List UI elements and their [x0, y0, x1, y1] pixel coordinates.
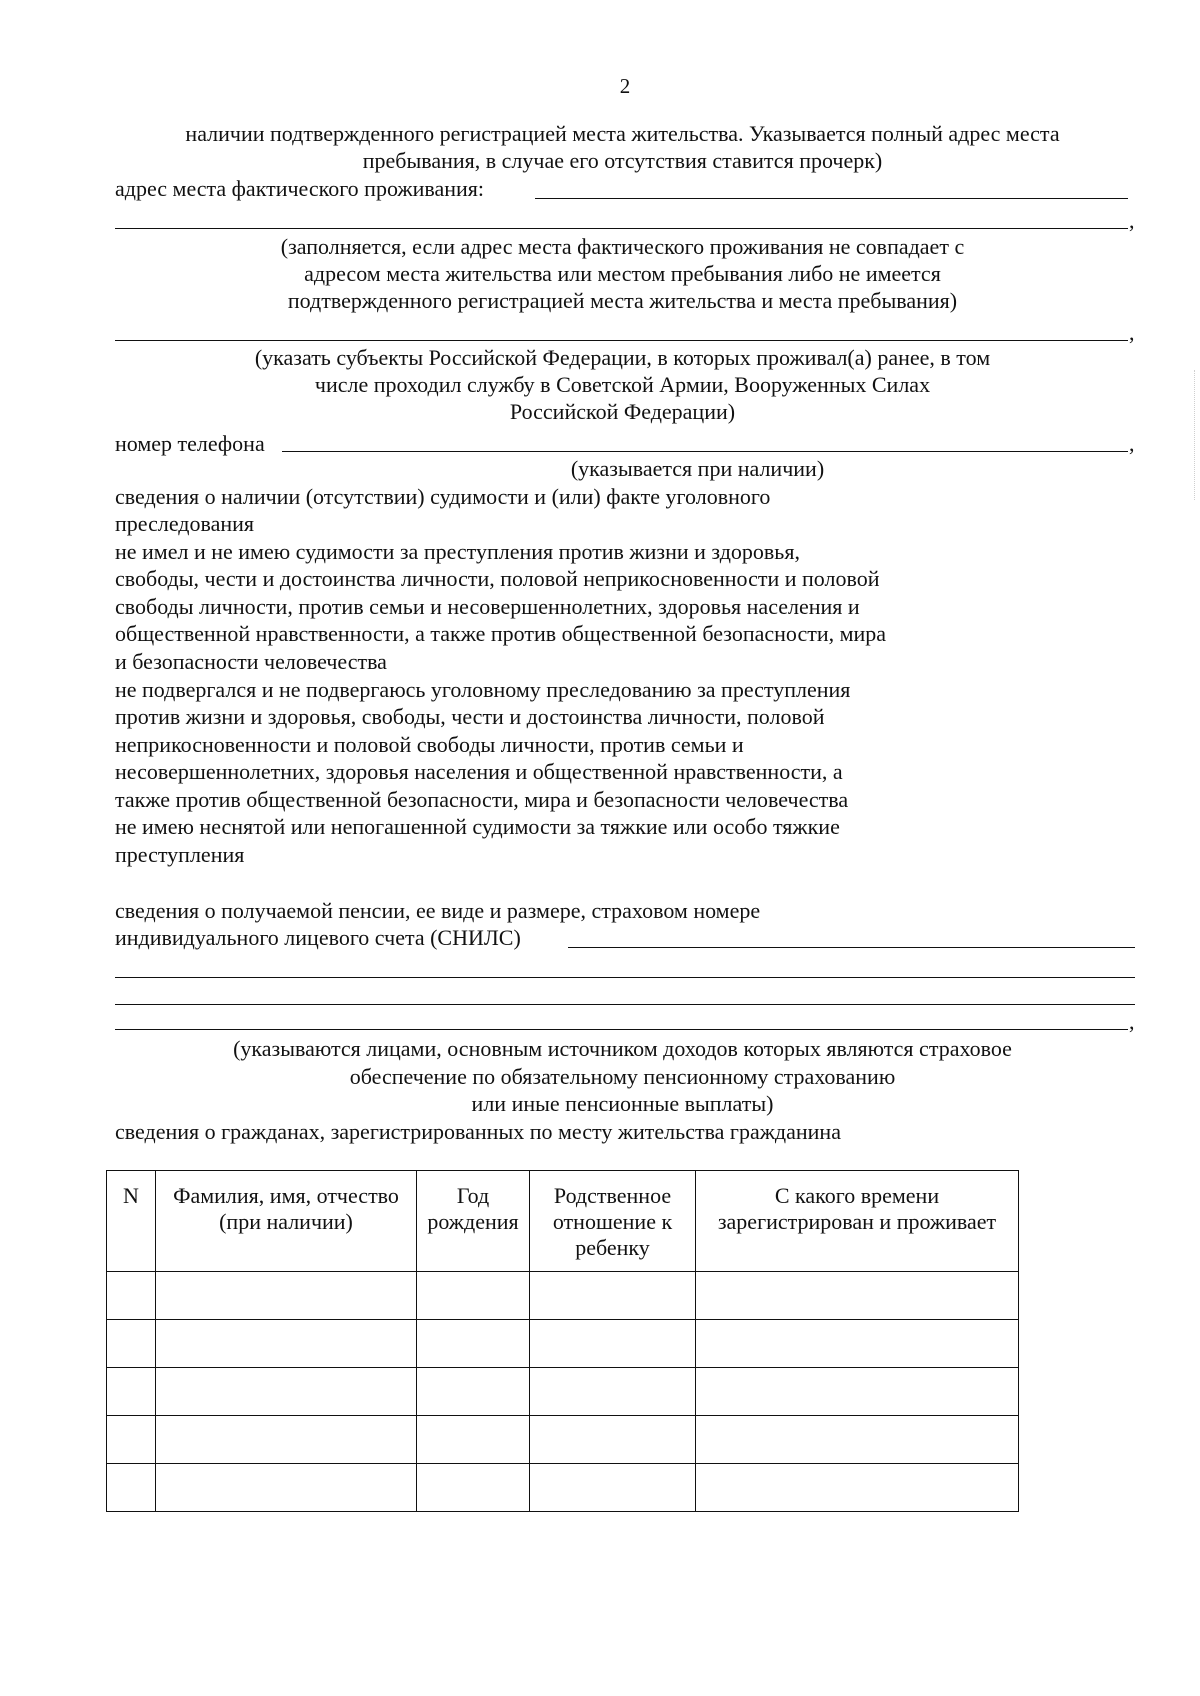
pension-note-line-1: (указываются лицами, основным источником доходов которых являются страховое: [233, 1036, 1012, 1061]
table-cell[interactable]: [417, 1368, 530, 1416]
table-cell[interactable]: [417, 1320, 530, 1368]
column-header-relationship: Родственное отношение к ребенку: [530, 1171, 696, 1272]
pension-input-line-3[interactable]: [115, 1004, 1135, 1005]
criminal-line-6: общественной нравственности, а также против общественной безопасности, мира: [115, 621, 887, 646]
regions-input-line[interactable]: [115, 340, 1128, 341]
table-cell[interactable]: [696, 1368, 1019, 1416]
table-cell[interactable]: [530, 1320, 696, 1368]
regions-note-line-3: Российской Федерации): [509, 399, 736, 424]
comma-mark: ,: [1129, 1009, 1135, 1034]
phone-note: (указывается при наличии): [570, 456, 825, 481]
criminal-line-13: не имею неснятой или непогашенной судимости за тяжкие или особо тяжкие: [115, 814, 840, 839]
column-header-birth-year: Год рождения: [417, 1171, 530, 1272]
pension-input-line-4[interactable]: [115, 1029, 1128, 1030]
criminal-line-8: не подвергался и не подвергаюсь уголовному преследованию за преступления: [115, 677, 851, 702]
regions-note-line-1: (указать субъекты Российской Федерации, в которых проживал(а) ранее, в том: [254, 345, 991, 370]
table-cell[interactable]: [156, 1464, 417, 1512]
note-continuation-line-1: наличии подтвержденного регистрацией места жительства. Указывается полный адрес места: [185, 121, 1060, 146]
table-cell[interactable]: [530, 1416, 696, 1464]
criminal-line-5: свободы личности, против семьи и несовершеннолетних, здоровья населения и: [115, 594, 860, 619]
table-cell[interactable]: [156, 1416, 417, 1464]
comma-mark: ,: [1129, 208, 1135, 233]
pension-line-2: индивидуального лицевого счета (СНИЛС): [115, 925, 521, 950]
pension-line-1: сведения о получаемой пенсии, ее виде и размере, страховом номере: [115, 898, 761, 923]
table-cell[interactable]: [696, 1320, 1019, 1368]
criminal-line-14: преступления: [115, 842, 245, 867]
criminal-line-4: свободы, чести и достоинства личности, половой неприкосновенности и половой: [115, 566, 880, 591]
actual-address-note-line-3: подтвержденного регистрацией места жительства и места пребывания): [287, 288, 958, 313]
actual-address-label: адрес места фактического проживания:: [115, 176, 485, 201]
pension-note-line-2: обеспечение по обязательному пенсионному страхованию: [349, 1064, 896, 1089]
criminal-line-1: сведения о наличии (отсутствии) судимости и (или) факте уголовного: [115, 484, 771, 509]
snils-input-line[interactable]: [568, 947, 1135, 948]
criminal-line-11: несовершеннолетних, здоровья населения и общественной нравственности, а: [115, 759, 843, 784]
table-row: [107, 1368, 1019, 1416]
table-cell[interactable]: [417, 1416, 530, 1464]
table-cell[interactable]: [156, 1368, 417, 1416]
regions-note-line-2: числе проходил службу в Советской Армии, Вооруженных Силах: [314, 372, 931, 397]
pension-input-line-2[interactable]: [115, 977, 1135, 978]
table-cell[interactable]: [107, 1416, 156, 1464]
criminal-line-7: и безопасности человечества: [115, 649, 387, 674]
registered-persons-table: [106, 1170, 1019, 1512]
table-body: [107, 1272, 1019, 1512]
table-header-row: [107, 1171, 1019, 1272]
criminal-line-12: также против общественной безопасности, мира и безопасности человечества: [115, 787, 849, 812]
table-cell[interactable]: [107, 1320, 156, 1368]
actual-address-note-line-2: адресом места жительства или местом пребывания либо не имеется: [304, 261, 941, 286]
table-cell[interactable]: [530, 1368, 696, 1416]
table-cell[interactable]: [696, 1272, 1019, 1320]
table-cell[interactable]: [156, 1272, 417, 1320]
table-cell[interactable]: [107, 1464, 156, 1512]
table-cell[interactable]: [107, 1368, 156, 1416]
table-cell[interactable]: [530, 1464, 696, 1512]
criminal-line-10: неприкосновенности и половой свободы личности, против семьи и: [115, 732, 744, 757]
comma-mark: ,: [1129, 320, 1135, 345]
note-continuation-line-2: пребывания, в случае его отсутствия ставится прочерк): [362, 148, 883, 173]
actual-address-input-line[interactable]: [535, 198, 1128, 199]
table-row: [107, 1272, 1019, 1320]
table-cell[interactable]: [696, 1416, 1019, 1464]
table-row: [107, 1464, 1019, 1512]
table-cell[interactable]: [696, 1464, 1019, 1512]
table-cell[interactable]: [417, 1272, 530, 1320]
table-cell[interactable]: [156, 1320, 417, 1368]
table-cell[interactable]: [417, 1464, 530, 1512]
table-cell[interactable]: [530, 1272, 696, 1320]
table-cell[interactable]: [107, 1272, 156, 1320]
criminal-line-2: преследования: [115, 511, 255, 536]
comma-mark: ,: [1129, 431, 1135, 456]
scan-edge-artifact: [1194, 370, 1198, 500]
actual-address-input-line-2[interactable]: [115, 228, 1128, 229]
column-header-full-name: Фамилия, имя, отчество (при наличии): [156, 1171, 417, 1272]
column-header-number: N: [107, 1171, 156, 1272]
table-row: [107, 1320, 1019, 1368]
phone-input-line[interactable]: [282, 451, 1128, 452]
actual-address-note-line-1: (заполняется, если адрес места фактического проживания не совпадает с: [280, 234, 965, 259]
table-row: [107, 1416, 1019, 1464]
pension-note-line-3: или иные пенсионные выплаты): [471, 1091, 774, 1116]
column-header-registered-since: С какого времени зарегистрирован и проживает: [696, 1171, 1019, 1272]
phone-label: номер телефона: [115, 431, 265, 456]
criminal-line-9: против жизни и здоровья, свободы, чести и достоинства личности, половой: [115, 704, 825, 729]
registered-persons-label: сведения о гражданах, зарегистрированных по месту жительства гражданина: [115, 1119, 841, 1144]
page-number: 2: [619, 74, 631, 98]
criminal-line-3: не имел и не имею судимости за преступления против жизни и здоровья,: [115, 539, 800, 564]
